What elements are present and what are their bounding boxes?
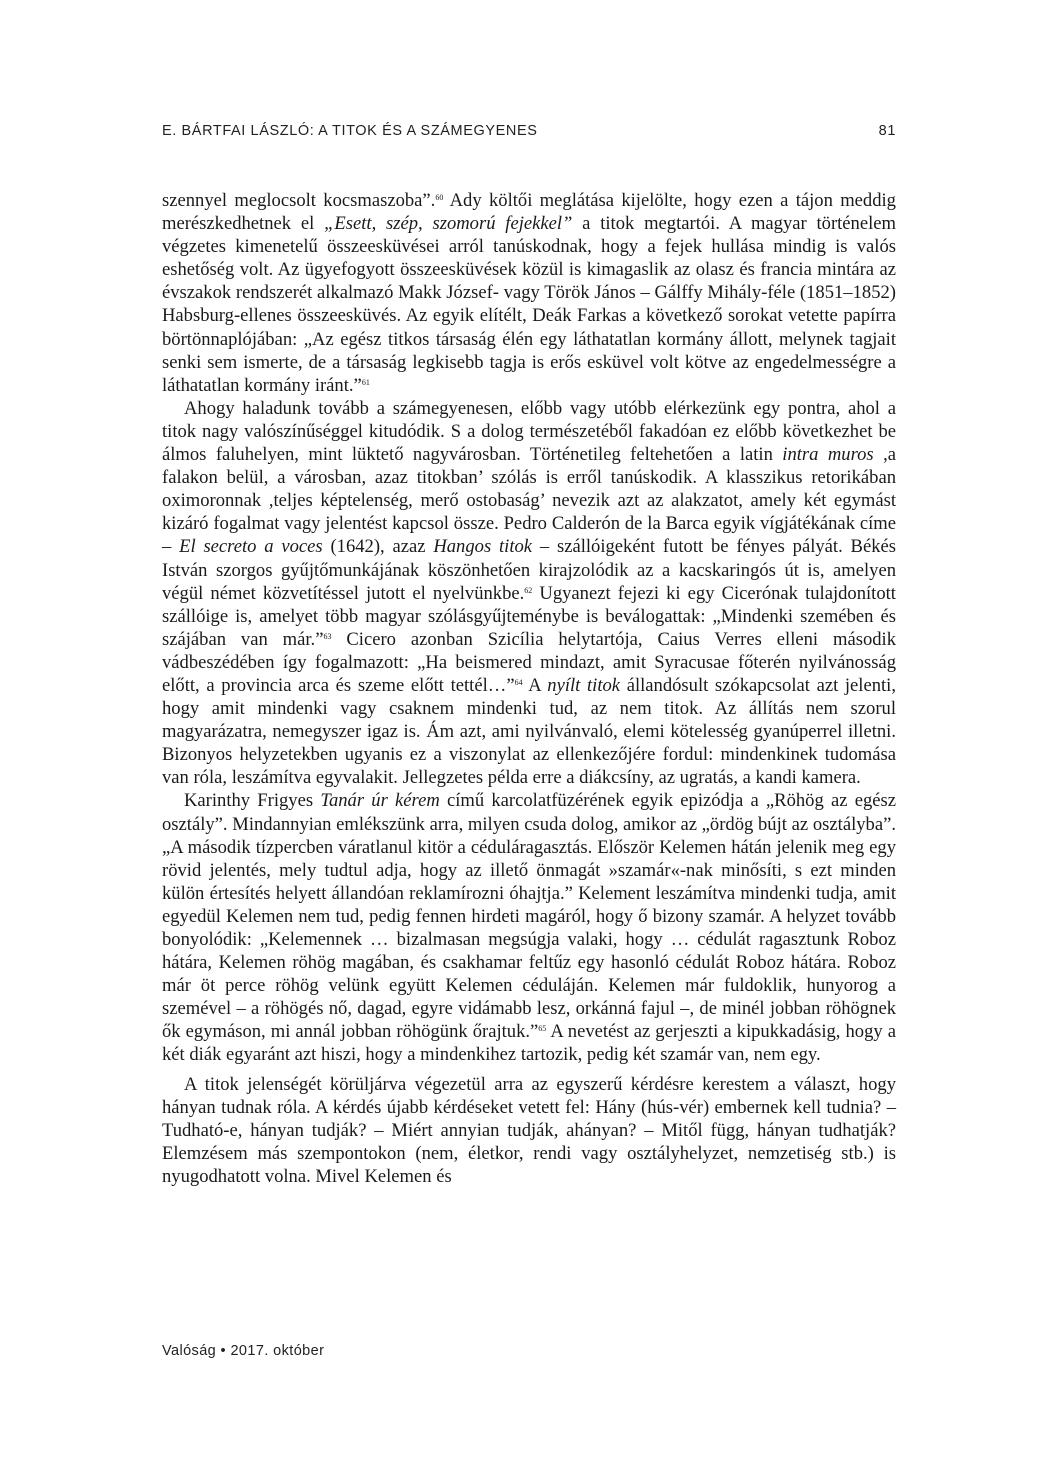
text-run: szennyel meglocsolt kocsmaszoba”. [162, 190, 436, 211]
italic-text: nyílt titok [547, 674, 621, 696]
italic-text: intra muros [782, 444, 874, 466]
page-footer: Valóság • 2017. október [162, 1343, 325, 1359]
italic-text: El secreto a voces [179, 536, 323, 558]
italic-text: Hangos titok [433, 536, 533, 558]
paragraph [162, 789, 896, 1066]
footnote-marker: 63 [323, 631, 332, 641]
paragraph [162, 397, 896, 790]
paragraph [162, 189, 896, 397]
text-run: A titok jelenségét körüljárva végezetül arra az egyszerű kérdésre kerestem a választ, hogy hányan tudnak róla. A kérdés újabb kérdéseket vetett fel: Hány (hús-vér) embernek kell tudnia? – Tudható-e, hányan tudják? – Miért annyian tudják, ahányan? – Mitől függ, hányan tudhatják? Elemzésem más szempontokon (nem, életkor, rendi vagy osztályhelyzet, nemzetiség stb.) is nyugodhatott volna. Mivel Kelemen és [162, 1073, 896, 1187]
page-number: 81 [878, 123, 896, 139]
italic-text: „Esett, szép, szomorú fejekkel” [324, 213, 573, 235]
footnote-marker: 65 [538, 1024, 547, 1034]
text-run: Cicero azonban Szicília helytartója, Caius Verres elleni második vádbeszédében így fogalmazott: „Ha beismered mindazt, amit Syracusae főterén nyilvánosság előtt, a provincia arca és szeme előtt tettél…” [162, 628, 896, 696]
footnote-marker: 61 [361, 377, 370, 387]
footnote-marker: 64 [514, 677, 523, 687]
paragraph [162, 1073, 896, 1188]
text-run: ,a falakon belül, a városban, azaz titokban’ szólás is erről tanúskodik. A klasszikus retorikában oximoronnak ,teljes képtelenség, merő ostobaság’ nevezik azt az alakzatot, amely két egymást kizáró fogalmat vagy jelentést kapcsol össze. Pedro Calderón de la Barca egyik vígjátékának címe – [162, 444, 896, 558]
text-run: a titok megtartói. A magyar történelem végzetes kimenetelű összeesküvései arról tanúskodnak, hogy a fejek hullása mindig is valós eshetőség volt. Az ügyefogyott összeesküvések közül is kimagaslik az olasz és francia mintára az évszakok rendszerét alkalmazó Makk József- vagy Török János – Gálffy Mihály-féle (1851–1852) Habsburg-ellenes összeesküvés. Az egyik elítélt, Deák Farkas a következő sorokat vetette papírra börtönnaplójában: „Az egész titkos társaság élén egy láthatatlan kormány állott, melynek tagjait senki sem ismerte, de a társaság legkisebb tagja is erős esküvel volt kötve az engedelmességre a láthatatlan kormány iránt.” [162, 213, 896, 396]
text-run: Ugyanezt fejezi ki egy Cicerónak tulajdonított szállóige is, amelyet több magyar szólásgyűjteménybe is beválogattak: „Mindenki szemében és szájában van már.” [162, 582, 896, 650]
text-run: Ahogy haladunk tovább a számegyenesen, előbb vagy utóbb elérkezünk egy pontra, ahol a titok nagy valószínűséggel kitudódik. S a dolog természetéből fakadóan ez előbb következhet be álmos faluhelyen, mint lüktető nagyvárosban. Történetileg feltehetően a latin [162, 397, 896, 466]
text-run: Ady költői meglátása kijelölte, hogy ezen a tájon meddig merészkedhetnek el [162, 190, 896, 235]
text-run: – szállóigeként futott be fényes pályát. Békés István szorgos gyűjtőmunkájának köszönhetően kirajzolódik az a kacskaringós út is, amelyen végül német közvetítéssel jutott el nyelvünkbe. [162, 536, 896, 604]
running-title: E. BÁRTFAI LÁSZLÓ: A TITOK ÉS A SZÁMEGYENES [162, 123, 538, 139]
body-text [162, 189, 896, 1188]
text-run: című karcolatfüzérének egyik epizódja a „Röhög az egész osztály”. Mindannyian emlékszünk arra, milyen csuda dolog, amikor az „ördög bújt az osztályba”. „A második tízpercben váratlanul kitör a céduláragasztás. Először Kelemen hátán jelenik meg egy rövid jelentés, mely tudtul adja, hogy az illető önmagát »szamár«-nak minősíti, s ezt minden külön értesítés helyett állandóan reklamírozni óhajtja.” Kelement leszámítva mindenki tudja, amit egyedül Kelemen nem tud, pedig fennen hirdeti magáról, hogy ő bizony szamár. A helyzet tovább bonyolódik: „Kelemennek … bizalmasan megsúgja valaki, hogy … cédulát ragasztunk Roboz hátára, Kelemen röhög magában, és csakhamar feltűz egy hasonló cédulát Roboz hátára. Roboz már öt perce röhög velünk együtt Kelemen céduláján. Kelemen már fuldoklik, hunyorog a szemével – a röhögés nő, dagad, egyre vidámabb lesz, orkánná fajul –, de minél jobban röhögnek ők egymáson, mi annál jobban röhögünk őrajtuk.” [162, 790, 896, 1043]
text-run: A [522, 674, 548, 696]
text-run: állandósult szókapcsolat azt jelenti, hogy amit mindenki vagy csaknem mindenki tud, az nem titok. Az állítás nem szorul magyarázatra, nemegyszer igaz is. Ám azt, ami nyilvánvaló, elemi kötelesség gyanúperrel illetni. Bizonyos helyzetekben ugyanis ez a viszonylat az ellenkezőjére fordul: mindenkinek tudomása van róla, leszámítva egyvalakit. Jellegzetes példa erre a diákcsíny, az ugratás, a kandi kamera. [162, 674, 896, 789]
text-run: A nevetést az gerjeszti a kipukkadásig, hogy a két diák egyaránt azt hiszi, hogy a mindenkihez tartozik, pedig két szamár van, nem egy. [162, 1021, 896, 1066]
footnote-marker: 60 [435, 193, 444, 202]
page-header [162, 123, 896, 143]
footnote-marker: 62 [524, 585, 533, 595]
text-run: Karinthy Frigyes [184, 790, 321, 812]
text-run: (1642), azaz [322, 536, 434, 558]
italic-text: Tanár úr kérem [320, 790, 440, 812]
